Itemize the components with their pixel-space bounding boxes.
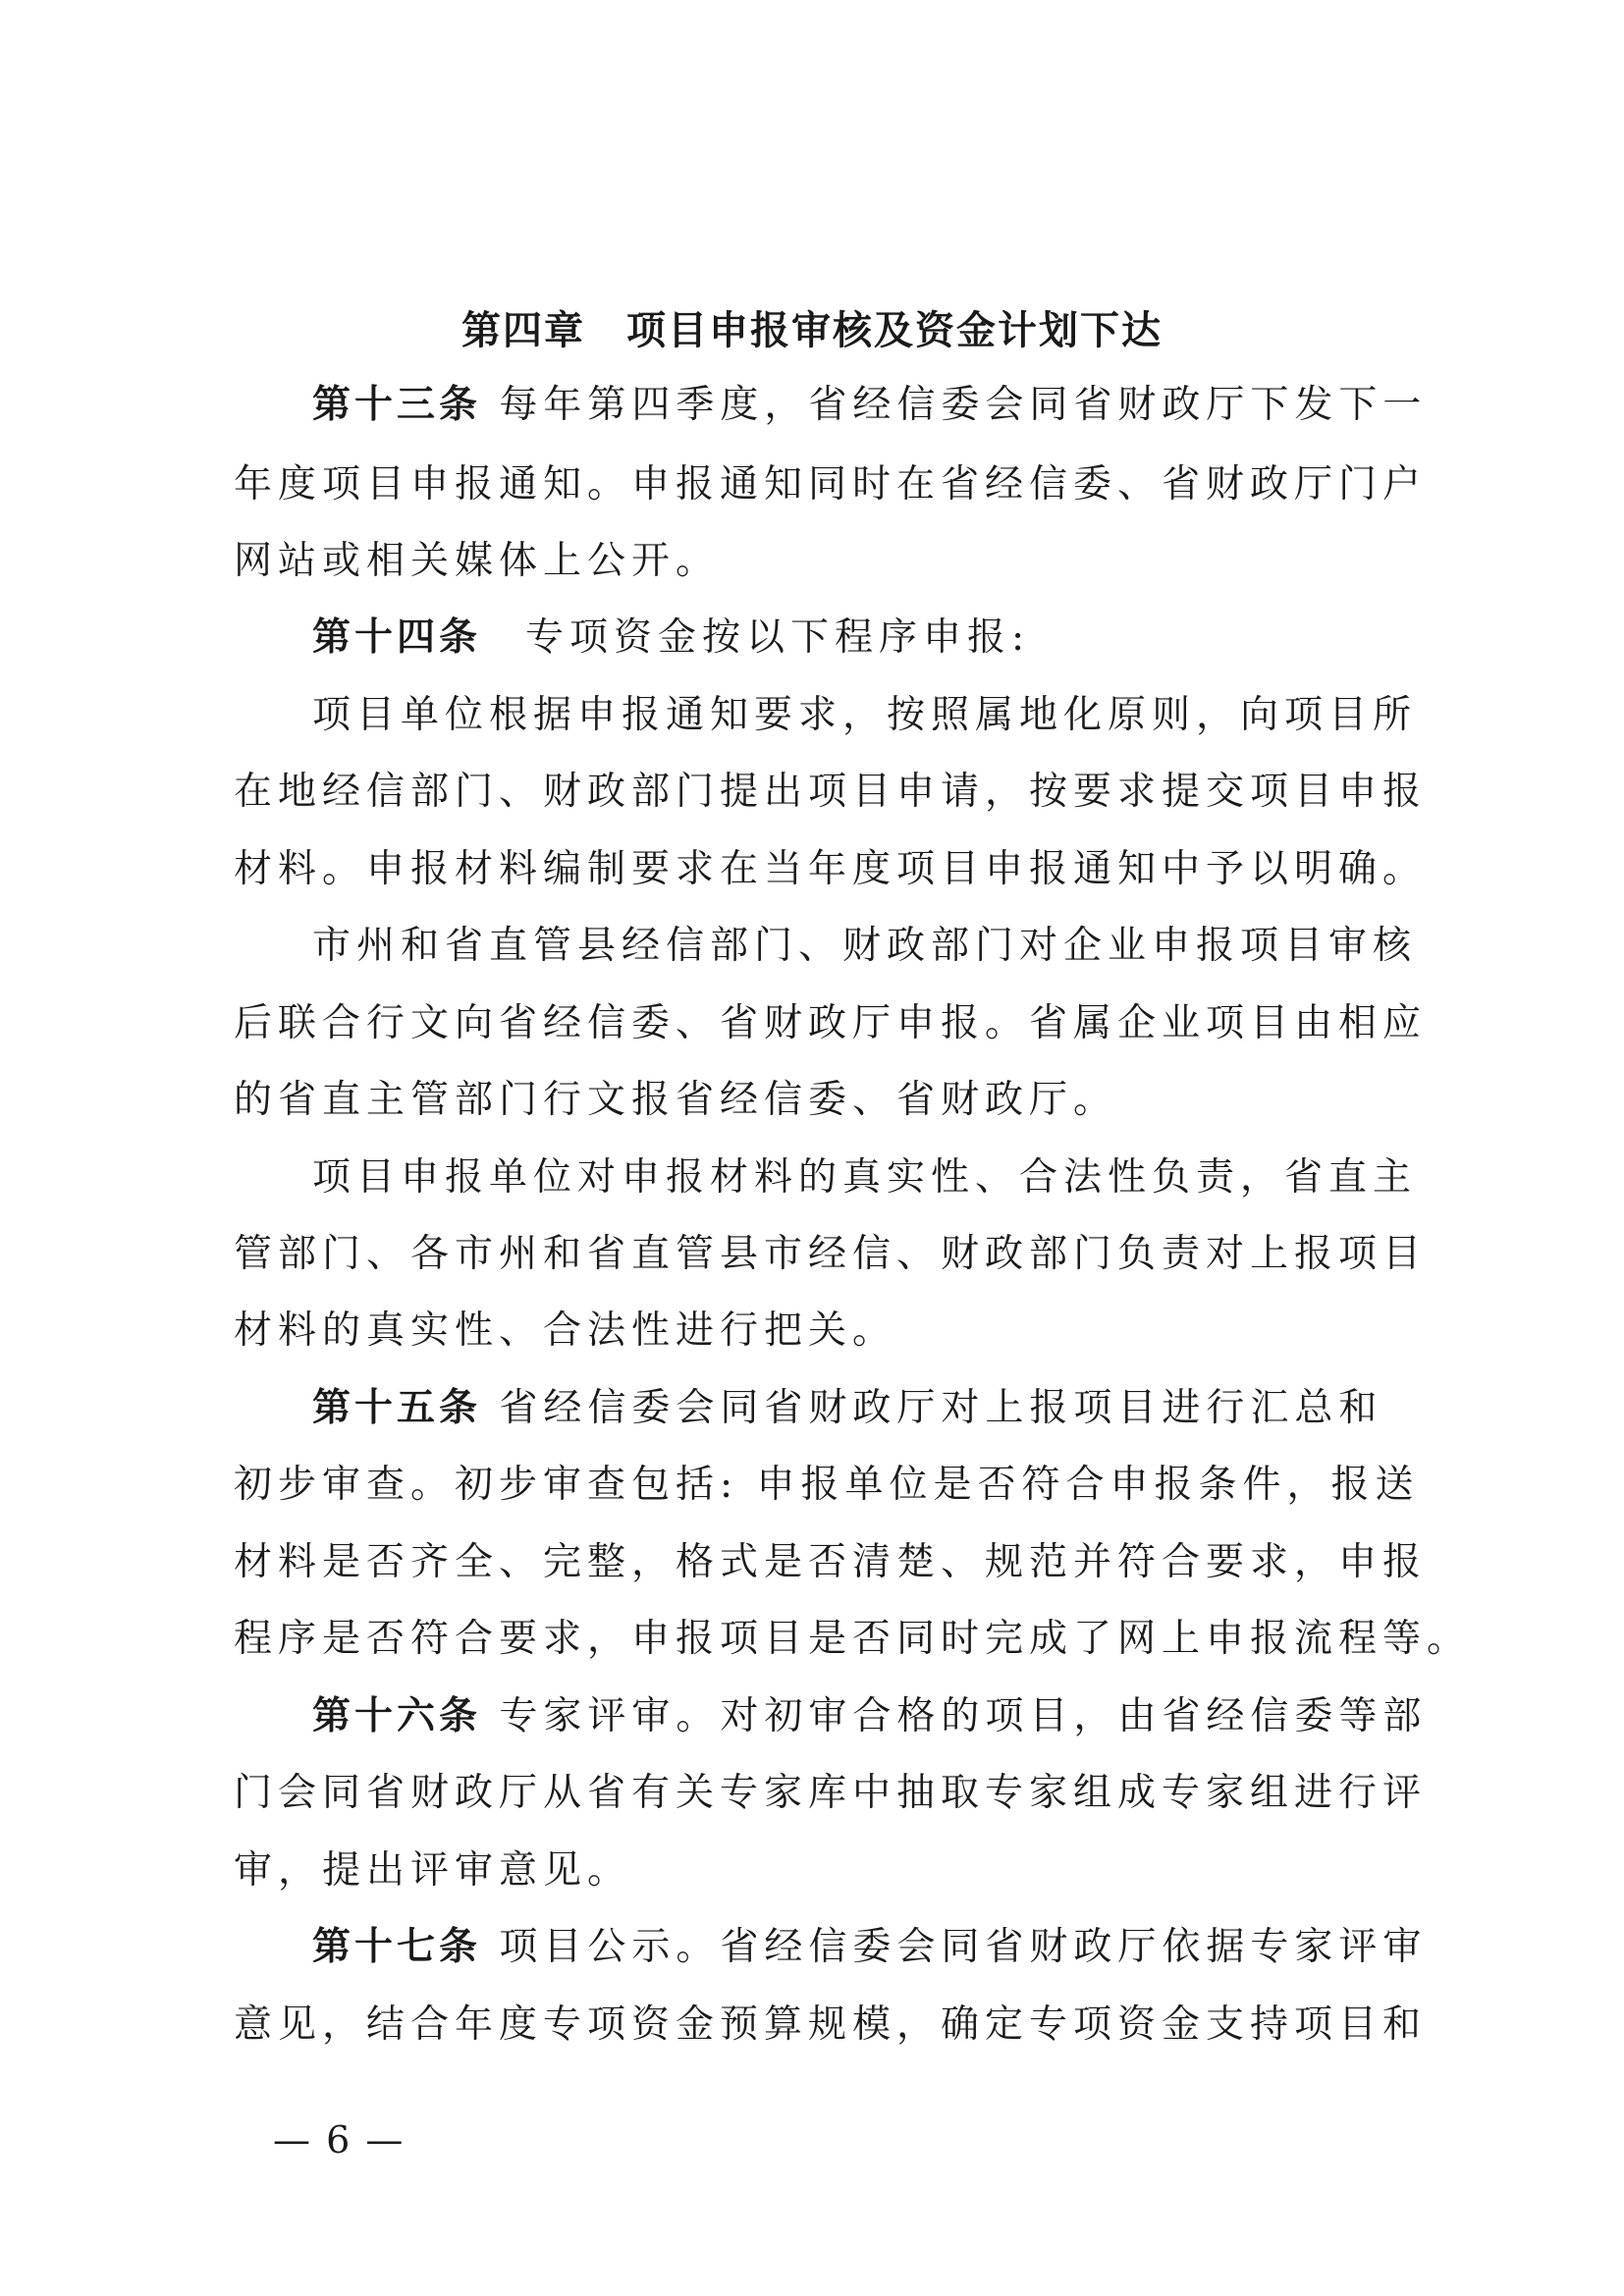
page-number: — 6 — [273,2118,406,2162]
article-13-text-1: 每年第四季度，省经信委会同省财政厅下发下一 [481,383,1428,427]
article-13-label: 第十三条 [312,383,482,427]
article-17-label: 第十七条 [312,1925,482,1969]
article-15-line-1 [312,1385,1490,1432]
chapter-title: 第四章 项目申报审核及资金计划下达 [461,308,1163,353]
article-14-para-2-line-3: 的省直主管部门行文报省经信委、省财政厅。 [234,1078,1118,1122]
article-13-line-2: 年度项目申报通知。申报通知同时在省经信委、省财政厅门户 [234,462,1428,507]
article-14-para-3-line-2: 管部门、各市州和省直管县市经信、财政部门负责对上报项目 [234,1232,1428,1276]
article-14-para-2-line-2: 后联合行文向省经信委、省财政厅申报。省属企业项目由相应 [234,1001,1428,1045]
article-16-label: 第十六条 [312,1694,482,1738]
article-17-text-1: 项目公示。省经信委会同省财政厅依据专家评审 [481,1925,1428,1969]
article-13-line-1 [312,382,1490,429]
article-16-line-3: 审，提出评审意见。 [234,1848,632,1893]
article-15-line-3: 材料是否齐全、完整，格式是否清楚、规范并符合要求，申报 [234,1540,1428,1584]
article-14-para-1-line-3: 材料。申报材料编制要求在当年度项目申报通知中予以明确。 [234,847,1428,891]
article-15-line-2: 初步审查。初步审查包括: 申报单位是否符合申报条件，报送 [234,1463,1420,1507]
article-14-line-1 [312,614,1490,662]
article-14-label: 第十四条 [312,615,482,660]
article-14-para-1-line-1: 项目单位根据申报通知要求，按照属地化原则，向项目所 [312,693,1418,737]
article-14-para-3-line-3: 材料的真实性、合法性进行把关。 [234,1308,897,1353]
article-15-label: 第十五条 [312,1386,482,1430]
article-15-text-1: 省经信委会同省财政厅对上报项目进行汇总和 [481,1386,1383,1430]
article-14-para-2-line-1: 市州和省直管县经信部门、财政部门对企业申报项目审核 [312,924,1418,968]
article-17-line-1 [312,1924,1490,1971]
article-14-text-1: 专项资金按以下程序申报: [481,615,1031,660]
article-16-line-2: 门会同省财政厅从省有关专家库中抽取专家组成专家组进行评 [234,1771,1428,1815]
article-15-line-4: 程序是否符合要求，申报项目是否同时完成了网上申报流程等。 [234,1617,1472,1661]
article-17-line-2: 意见，结合年度专项资金预算规模，确定专项资金支持项目和 [234,2002,1428,2047]
article-16-text-1: 专家评审。对初审合格的项目，由省经信委等部 [481,1694,1428,1738]
article-13-line-3: 网站或相关媒体上公开。 [234,539,721,583]
article-14-para-1-line-2: 在地经信部门、财政部门提出项目申请，按要求提交项目申报 [234,770,1428,814]
article-16-line-1 [312,1693,1490,1740]
article-14-para-3-line-1: 项目申报单位对申报材料的真实性、合法性负责，省直主 [312,1155,1418,1200]
